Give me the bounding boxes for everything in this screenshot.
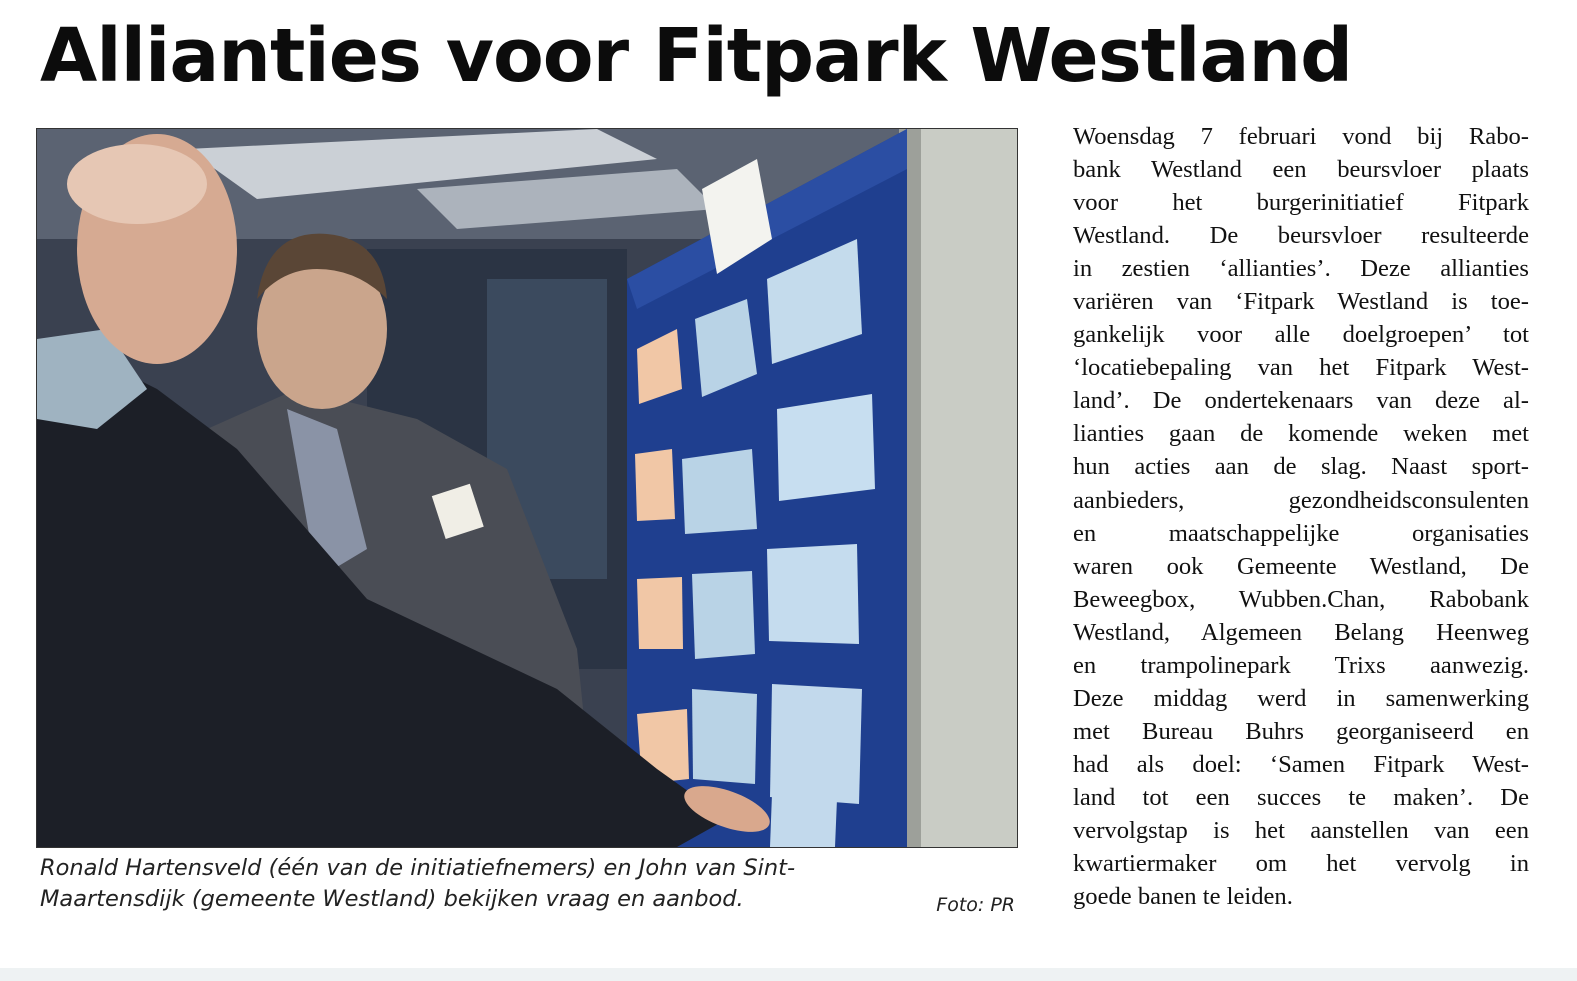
caption-text: Ronald Hartensveld (één van de initiatiefnemers) en John van Sint-Maartensdijk (gemeente Westland) bekijken vraag en aanbod.: [40, 855, 796, 912]
article-body-line: Deze middag werd in samenwerking: [1073, 684, 1529, 712]
article-body-line: Woensdag 7 februari vond bij Rabo-: [1073, 123, 1529, 150]
article-body-line: en trampolinepark Trixs aanwezig.: [1073, 651, 1529, 679]
photo-credit: Foto: PR: [936, 894, 1015, 916]
article-photo: [36, 128, 1018, 848]
article-body-line: had als doel: ‘Samen Fitpark West-: [1073, 750, 1529, 778]
article-body-line: goede banen te leiden.: [1073, 883, 1293, 911]
article-body-line: met Bureau Buhrs georganiseerd en: [1073, 717, 1529, 745]
article-body-line: variëren van ‘Fitpark Westland is toe-: [1073, 288, 1529, 316]
article-body-line: bank Westland een beursvloer plaats: [1073, 156, 1529, 184]
photo-caption: [40, 853, 1015, 915]
article-body-line: kwartiermaker om het vervolg in: [1073, 850, 1529, 878]
article-body-line: ‘locatiebepaling van het Fitpark West-: [1073, 354, 1529, 382]
article-body-line: hun acties aan de slag. Naast sport-: [1073, 453, 1529, 481]
article-body-line: Westland. De beursvloer resulteerde: [1073, 222, 1529, 250]
article-body-line: aanbieders, gezondheidsconsulenten: [1073, 486, 1529, 514]
headline: Allianties voor Fitpark Westland: [40, 13, 1353, 99]
article-body-line: in zestien ‘allianties’. Deze allianties: [1073, 255, 1529, 283]
article-body-line: voor het burgerinitiatief Fitpark: [1073, 189, 1529, 217]
page-bottom-strip: [0, 968, 1577, 981]
article-body-line: Beweegbox, Wubben.Chan, Rabobank: [1073, 585, 1529, 613]
article-body-line: gankelijk voor alle doelgroepen’ tot: [1073, 321, 1529, 349]
article-body-line: lianties gaan de komende weken met: [1073, 420, 1529, 448]
article-body-line: Westland, Algemeen Belang Heenweg: [1073, 618, 1529, 646]
photo-illustration: [37, 129, 1017, 847]
article-body: [1073, 120, 1529, 913]
article-body-line: en maatschappelijke organisaties: [1073, 519, 1529, 547]
article-body-line: vervolgstap is het aanstellen van een: [1073, 816, 1529, 844]
article-body-line: waren ook Gemeente Westland, De: [1073, 552, 1529, 580]
article-body-line: land’. De ondertekenaars van deze al-: [1073, 387, 1529, 415]
article-body-line: land tot een succes te maken’. De: [1073, 783, 1529, 811]
